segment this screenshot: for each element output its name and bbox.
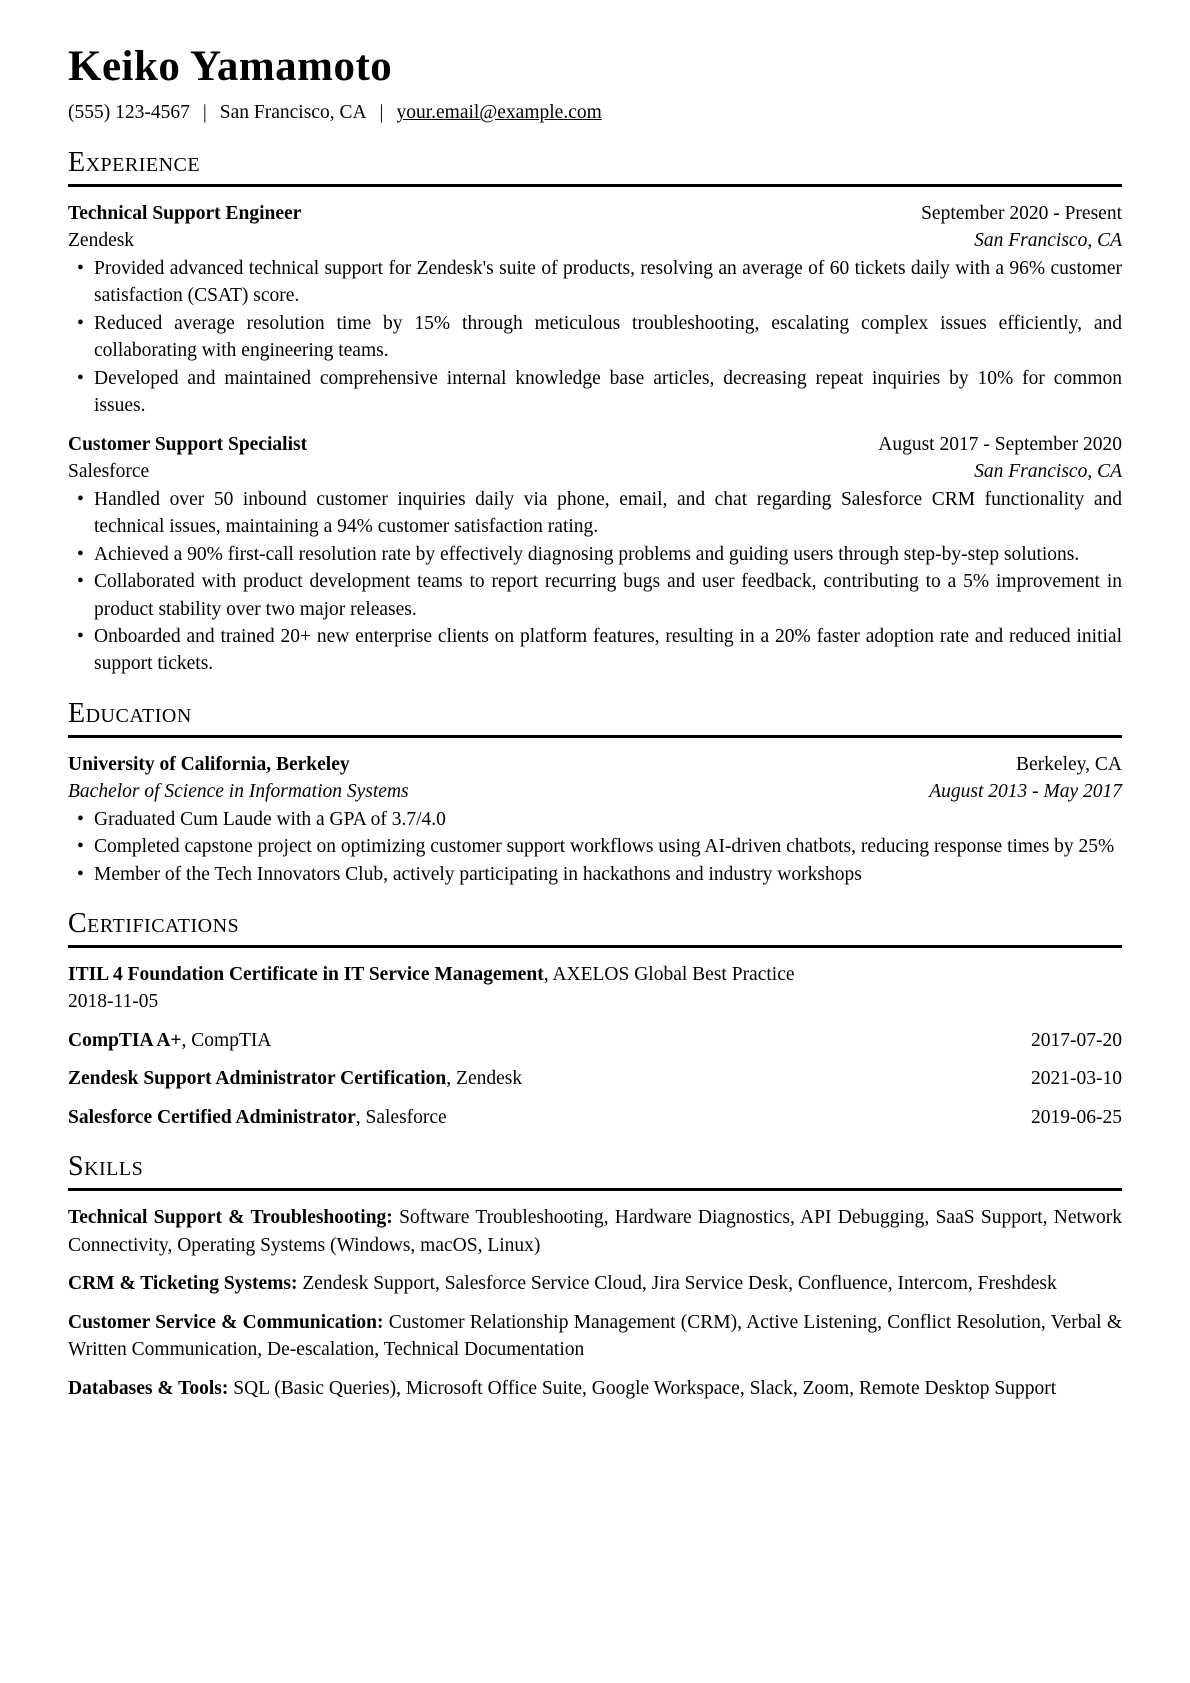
bullet-item: • Member of the Tech Innovators Club, actively participating in hackathons and industry workshops	[94, 861, 1122, 888]
skill-category: Databases & Tools:	[68, 1377, 229, 1399]
certification-issuer: Salesforce	[365, 1106, 447, 1128]
contact-separator: |	[379, 102, 384, 124]
certification-issuer: Zendesk	[456, 1068, 523, 1090]
skill-category: Technical Support & Troubleshooting:	[68, 1207, 393, 1229]
certification-separator: ,	[543, 963, 553, 985]
certifications-section-title: Certifications	[68, 909, 1122, 948]
job-bullet-list	[68, 486, 1122, 678]
bullet-item: • Reduced average resolution time by 15% through meticulous troubleshooting, escalating complex issues efficiently, and collaborating with engineering teams.	[94, 310, 1122, 365]
bullet-item: • Handled over 50 inbound customer inquiries daily via phone, email, and chat regarding Salesforce CRM functionality and technical issues, maintaining a 94% customer satisfaction rating.	[94, 486, 1122, 541]
skill-list: Zendesk Support, Salesforce Service Cloud, Jira Service Desk, Confluence, Intercom, Freshdesk	[302, 1273, 1057, 1295]
education-dates: August 2013 - May 2017	[929, 781, 1122, 803]
certification-separator: ,	[446, 1068, 457, 1090]
education-bullet-list	[68, 806, 1122, 888]
certification-date: 2017-07-20	[1031, 1029, 1122, 1051]
certification-title-line	[68, 1027, 271, 1054]
certification-name: Salesforce Certified Administrator	[68, 1106, 356, 1128]
resume-header	[68, 42, 1122, 127]
bullet-item: • Developed and maintained comprehensive internal knowledge base articles, decreasing repeat inquiries by 10% for common issues.	[94, 365, 1122, 420]
certification-issuer: CompTIA	[191, 1029, 272, 1051]
certification-title-line	[68, 1065, 522, 1092]
person-name: Keiko Yamamoto	[68, 43, 393, 90]
skills-section-title: Skills	[68, 1152, 1122, 1191]
job-location: San Francisco, CA	[974, 230, 1122, 252]
school-name: University of California, Berkeley	[68, 753, 350, 775]
email-link[interactable]: your.email@example.com	[396, 102, 602, 124]
job-company-row	[68, 458, 1122, 485]
job-company-row	[68, 227, 1122, 254]
contact-separator: |	[202, 102, 207, 124]
certification-row	[68, 1104, 1122, 1131]
bullet-item: • Onboarded and trained 20+ new enterprise clients on platform features, resulting in a 20% faster adoption rate and reduced initial support tickets.	[94, 623, 1122, 678]
bullet-item: • Completed capstone project on optimizing customer support workflows using AI-driven chatbots, reducing response times by 25%	[94, 833, 1122, 860]
section-skills	[68, 1152, 1122, 1402]
school-location: Berkeley, CA	[1016, 753, 1122, 775]
school-row	[68, 751, 1122, 778]
section-certifications	[68, 909, 1122, 1131]
job-title: Technical Support Engineer	[68, 202, 302, 224]
degree-name: Bachelor of Science in Information Systems	[68, 781, 409, 803]
skill-list: Software Troubleshooting, Hardware Diagnostics, API Debugging, SaaS Support, Network Connectivity, Operating Systems (Windows, macOS, Linux)	[68, 1207, 1122, 1256]
certification-entry	[68, 1065, 1122, 1092]
certification-separator: ,	[181, 1029, 192, 1051]
certification-name: CompTIA A+	[68, 1029, 182, 1051]
education-section-title: Education	[68, 699, 1122, 738]
job-title-row	[68, 200, 1122, 227]
skill-group	[68, 1309, 1122, 1364]
job-company: Zendesk	[68, 230, 135, 252]
job-title: Customer Support Specialist	[68, 433, 308, 455]
job-location: San Francisco, CA	[974, 461, 1122, 483]
job-bullet-list	[68, 255, 1122, 420]
contact-line	[68, 99, 1122, 126]
certification-entry	[68, 961, 1122, 1016]
skill-group	[68, 1375, 1122, 1402]
certification-entry	[68, 1104, 1122, 1131]
bullet-item: • Provided advanced technical support for Zendesk's suite of products, resolving an average of 60 tickets daily with a 96% customer satisfaction (CSAT) score.	[94, 255, 1122, 310]
bullet-item: • Collaborated with product development teams to report recurring bugs and user feedback, contributing to a 5% improvement in product stability over two major releases.	[94, 568, 1122, 623]
certification-row	[68, 1065, 1122, 1092]
section-experience	[68, 148, 1122, 678]
certification-name: Zendesk Support Administrator Certification	[68, 1068, 447, 1090]
job-entry	[68, 431, 1122, 678]
education-entry	[68, 751, 1122, 888]
job-entry	[68, 200, 1122, 420]
certification-issuer: AXELOS Global Best Practice	[552, 963, 795, 985]
skill-category: CRM & Ticketing Systems:	[68, 1273, 298, 1295]
job-company: Salesforce	[68, 461, 150, 483]
certification-name: ITIL 4 Foundation Certificate in IT Service Management	[68, 963, 544, 985]
skill-list: SQL (Basic Queries), Microsoft Office Suite, Google Workspace, Slack, Zoom, Remote Desktop Support	[233, 1377, 1057, 1399]
certification-date: 2018-11-05	[68, 991, 159, 1013]
skill-group	[68, 1270, 1122, 1297]
certification-date: 2019-06-25	[1031, 1106, 1122, 1128]
certification-date: 2021-03-10	[1031, 1068, 1122, 1090]
job-title-row	[68, 431, 1122, 458]
certification-entry	[68, 1027, 1122, 1054]
job-dates: August 2017 - September 2020	[878, 433, 1122, 455]
experience-section-title: Experience	[68, 148, 1122, 187]
skill-category: Customer Service & Communication:	[68, 1311, 384, 1333]
phone-number: (555) 123-4567	[68, 102, 190, 124]
contact-location: San Francisco, CA	[219, 102, 367, 124]
certification-separator: ,	[355, 1106, 366, 1128]
bullet-item: • Graduated Cum Laude with a GPA of 3.7/4.0	[94, 806, 1122, 833]
skill-group	[68, 1204, 1122, 1259]
certification-title-line	[68, 1104, 447, 1131]
bullet-item: • Achieved a 90% first-call resolution rate by effectively diagnosing problems and guiding users through step-by-step solutions.	[94, 541, 1122, 568]
job-dates: September 2020 - Present	[921, 202, 1122, 224]
section-education	[68, 699, 1122, 888]
certification-row	[68, 1027, 1122, 1054]
skill-list: Customer Relationship Management (CRM), Active Listening, Conflict Resolution, Verbal & Written Communication, De-escalation, Technical Documentation	[68, 1311, 1123, 1361]
certification-title-line	[68, 961, 1122, 988]
degree-row	[68, 778, 1122, 805]
